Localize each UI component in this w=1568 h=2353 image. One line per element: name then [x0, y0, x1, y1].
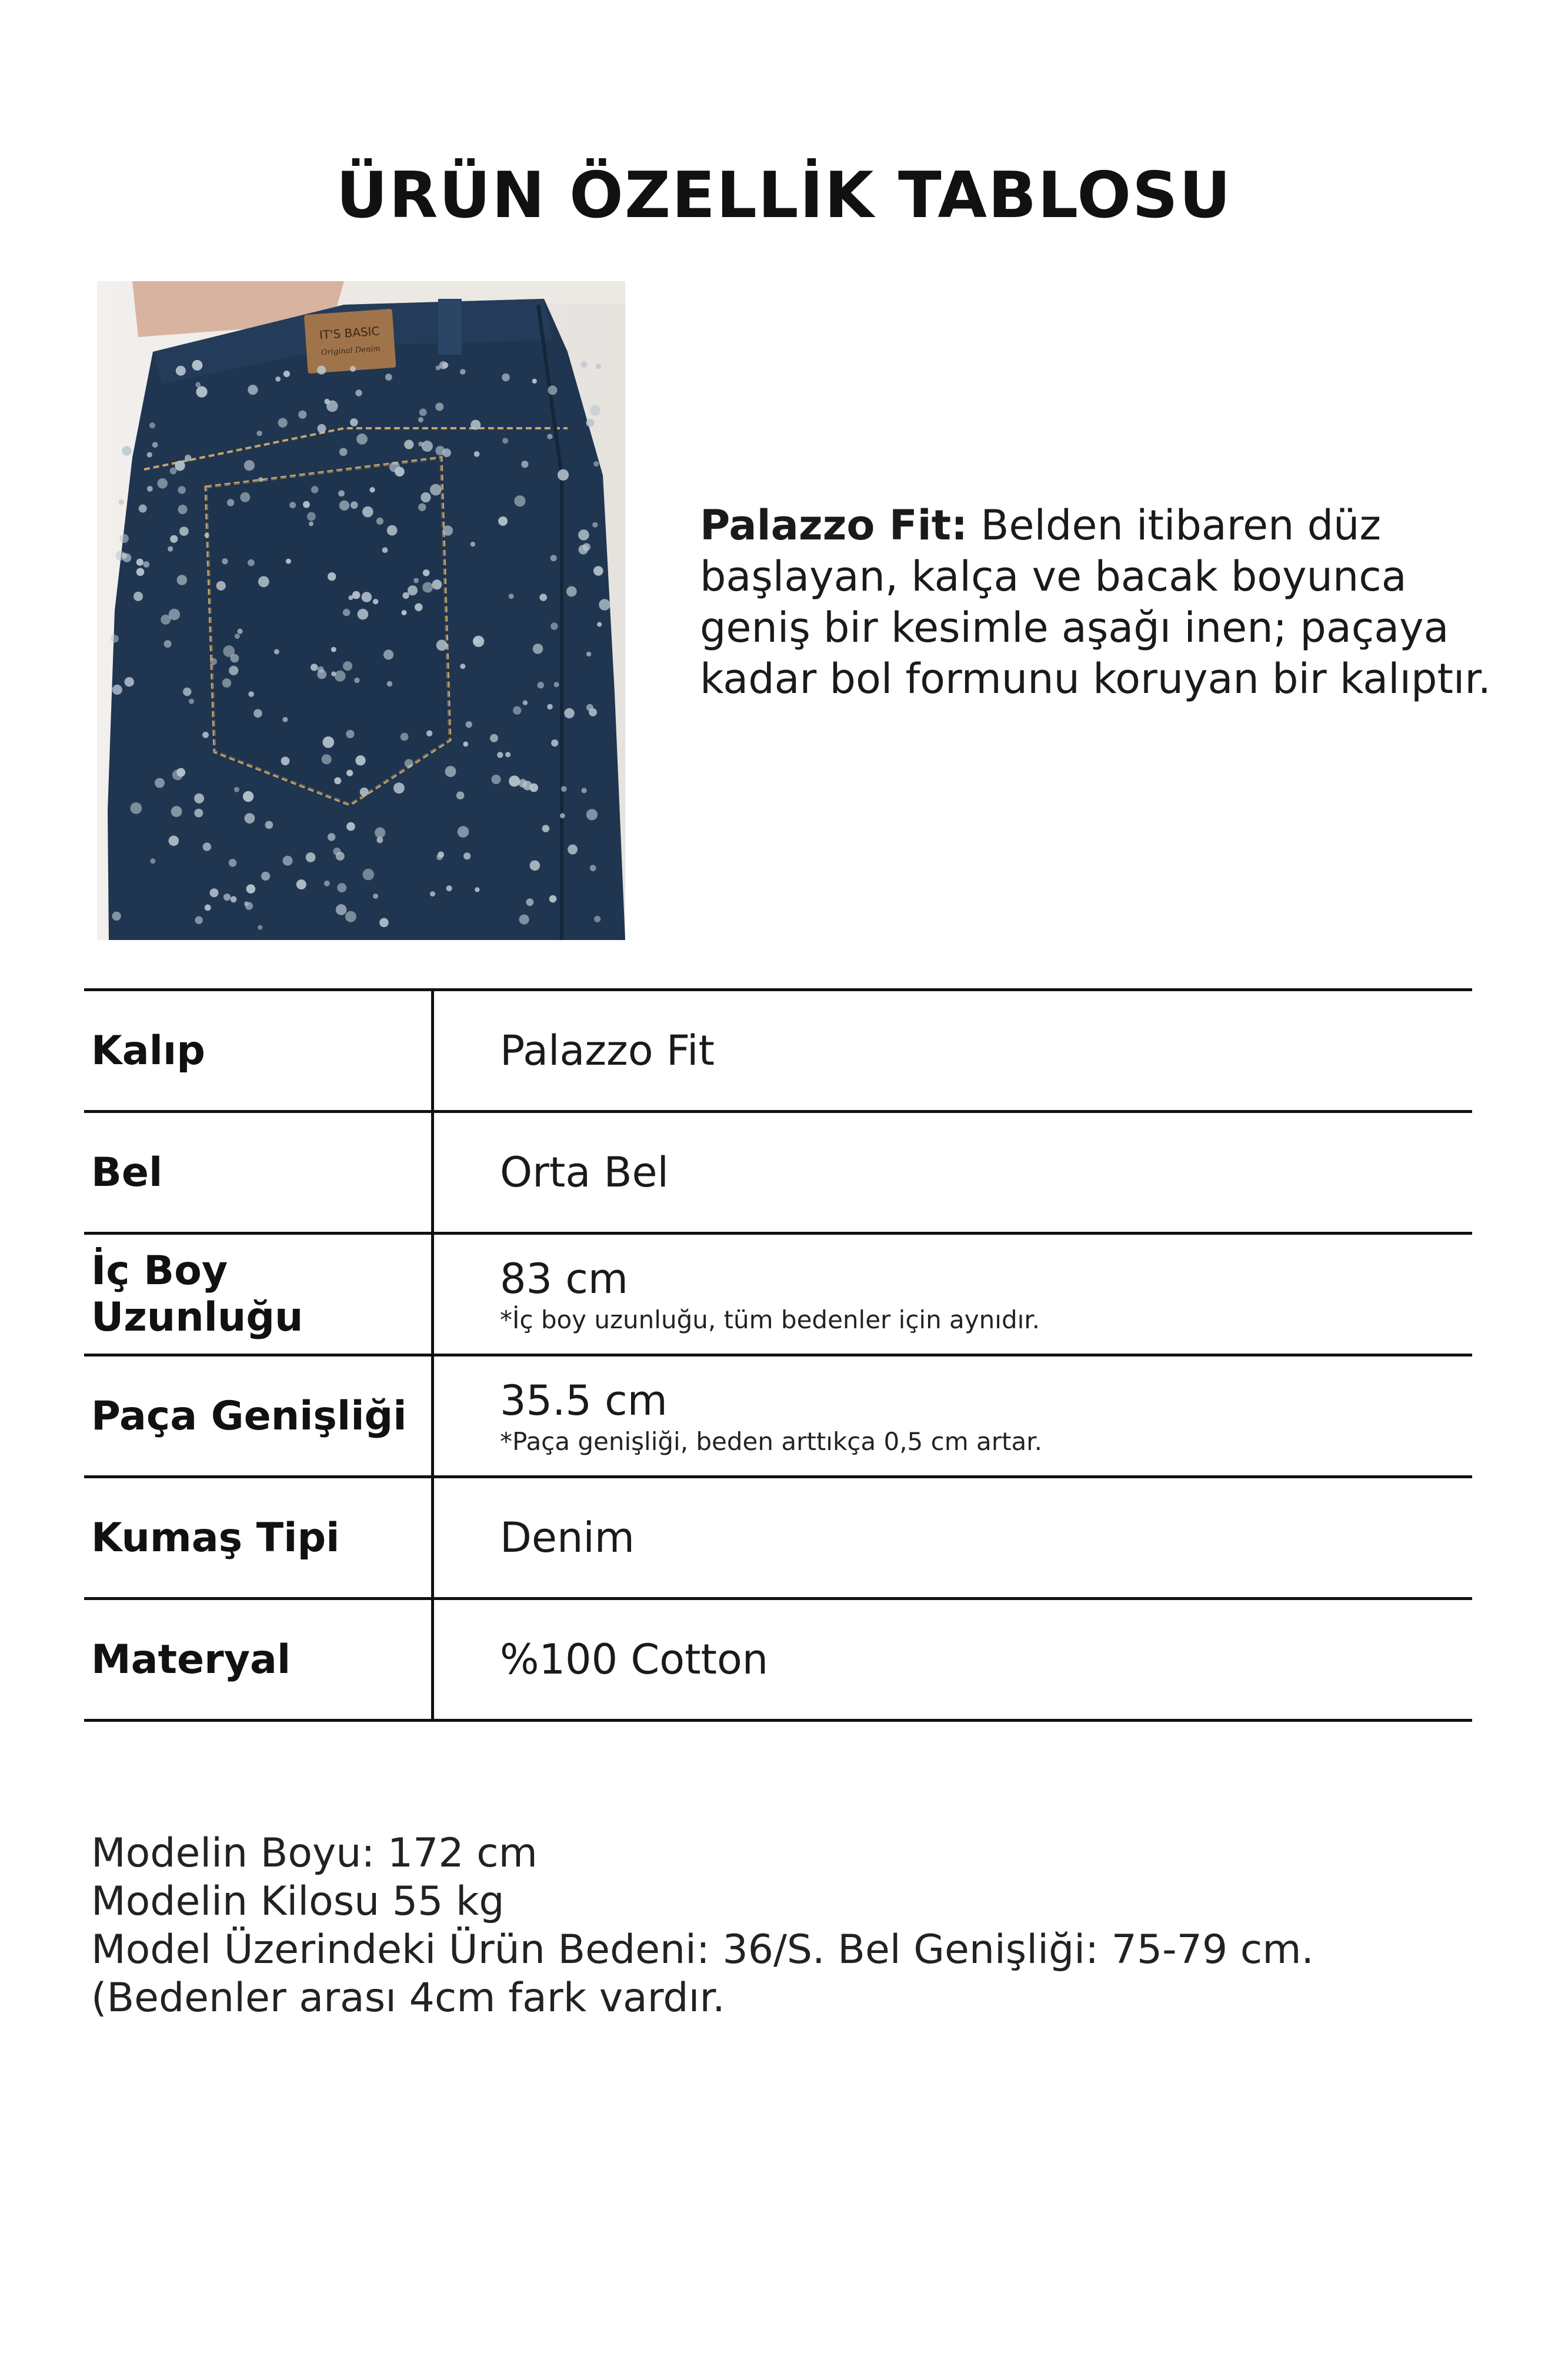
- polka-dot: [463, 852, 471, 859]
- polka-dot: [143, 561, 149, 568]
- polka-dot: [345, 911, 356, 922]
- spec-value-cell: [434, 1357, 1472, 1475]
- polka-dot: [253, 709, 262, 718]
- polka-dot: [210, 888, 219, 897]
- polka-dot: [521, 461, 528, 468]
- model-weight: Modelin Kilosu 55 kg: [91, 1878, 505, 1925]
- polka-dot: [471, 420, 481, 430]
- polka-dot: [382, 547, 388, 553]
- polka-dot: [395, 467, 405, 477]
- polka-dot: [376, 518, 383, 525]
- polka-dot: [581, 361, 588, 368]
- polka-dot: [222, 558, 228, 564]
- polka-dot: [408, 585, 418, 595]
- polka-dot: [463, 742, 468, 747]
- polka-dot: [229, 666, 238, 675]
- polka-dot: [548, 385, 557, 395]
- polka-dot: [157, 478, 168, 489]
- polka-dot: [509, 594, 514, 599]
- polka-dot: [306, 852, 316, 862]
- polka-dot: [343, 661, 352, 671]
- polka-dot: [385, 374, 392, 381]
- polka-dot: [561, 786, 567, 792]
- polka-dot: [176, 768, 185, 777]
- polka-dot: [375, 827, 385, 838]
- polka-dot: [169, 836, 179, 846]
- spec-value-cell: [434, 1478, 1472, 1597]
- polka-dot: [498, 516, 508, 526]
- polka-dot: [245, 902, 253, 909]
- polka-dot: [192, 360, 202, 371]
- spec-value-cell: [434, 1600, 1472, 1719]
- polka-dot: [120, 534, 129, 543]
- polka-dot: [589, 708, 597, 716]
- polka-dot: [436, 854, 443, 861]
- polka-dot: [237, 629, 242, 634]
- polka-dot: [423, 569, 430, 576]
- polka-dot: [586, 652, 591, 656]
- polka-dot: [590, 405, 600, 416]
- polka-dot: [376, 836, 383, 843]
- polka-dot: [258, 576, 269, 587]
- polka-dot: [176, 366, 186, 376]
- polka-dot: [338, 490, 345, 496]
- polka-dot: [439, 361, 448, 369]
- polka-dot: [179, 526, 189, 536]
- polka-dot: [194, 794, 204, 804]
- polka-dot: [471, 542, 475, 546]
- polka-dot: [195, 382, 201, 387]
- polka-dot: [519, 915, 529, 925]
- polka-dot: [139, 505, 147, 513]
- polka-dot: [352, 591, 361, 599]
- spec-row-bel: [84, 1113, 1472, 1235]
- polka-dot: [122, 446, 131, 455]
- polka-dot: [122, 553, 128, 559]
- polka-dot: [164, 640, 172, 648]
- polka-dot: [539, 594, 547, 601]
- polka-dot: [337, 883, 346, 892]
- spec-key: İç Boy Uzunluğu: [84, 1235, 434, 1354]
- polka-dot: [490, 734, 498, 742]
- polka-dot: [240, 492, 250, 502]
- polka-dot: [119, 499, 124, 505]
- polka-dot: [473, 636, 484, 647]
- polka-dot: [222, 678, 231, 687]
- polka-dot: [322, 754, 332, 764]
- polka-dot: [246, 884, 256, 894]
- polka-dot: [350, 366, 356, 372]
- polka-dot: [223, 645, 235, 657]
- fit-description-text: Belden itibaren düz başlayan, kalça ve bacak boyunca geniş bir kesimle aşağı inen; paçaya kadar bol formunu koruyan bir kalıptır.: [700, 501, 1491, 703]
- polka-dot: [513, 706, 521, 715]
- spec-value: 83 cm: [500, 1254, 628, 1303]
- polka-dot: [355, 755, 365, 765]
- polka-dot: [586, 419, 595, 427]
- polka-dot: [592, 522, 598, 528]
- polka-dot: [311, 486, 319, 494]
- product-photo: [97, 281, 625, 940]
- polka-dot: [170, 535, 178, 543]
- polka-dot: [328, 572, 336, 581]
- polka-dot: [261, 872, 270, 881]
- polka-dot: [274, 649, 279, 654]
- polka-dot: [354, 678, 359, 683]
- polka-dot: [523, 701, 528, 705]
- spec-value: %100 Cotton: [500, 1635, 769, 1684]
- spec-key: Paça Genişliği: [84, 1357, 434, 1475]
- polka-dot: [551, 739, 558, 746]
- polka-dot: [112, 685, 122, 695]
- spec-value-cell: [434, 1235, 1472, 1354]
- spec-value: Denim: [500, 1514, 635, 1562]
- polka-dot: [283, 371, 290, 377]
- polka-dot: [307, 512, 316, 521]
- polka-dot: [258, 477, 263, 482]
- polka-dot: [149, 422, 155, 428]
- polka-dot: [168, 546, 173, 551]
- polka-dot: [566, 586, 577, 597]
- brand-patch: [304, 309, 396, 374]
- polka-dot: [248, 691, 254, 697]
- polka-dot: [422, 582, 433, 593]
- polka-dot: [578, 529, 589, 541]
- polka-dot: [177, 575, 188, 585]
- polka-dot: [418, 504, 426, 511]
- polka-dot: [430, 484, 442, 496]
- polka-dot: [475, 887, 479, 892]
- polka-dot: [369, 487, 375, 492]
- polka-dot: [356, 434, 368, 445]
- polka-dot: [178, 505, 187, 514]
- polka-dot: [136, 559, 144, 566]
- polka-dot: [346, 822, 355, 831]
- polka-dot: [258, 925, 262, 930]
- polka-dot: [405, 759, 413, 768]
- polka-dot: [560, 813, 565, 818]
- polka-dot: [593, 566, 603, 576]
- polka-dot: [203, 842, 211, 851]
- spec-note: *İç boy uzunluğu, tüm bedenler için aynıdır.: [500, 1305, 1040, 1334]
- polka-dot: [318, 424, 326, 433]
- spec-key: Bel: [84, 1113, 434, 1232]
- polka-dot: [362, 592, 372, 602]
- polka-dot: [333, 848, 341, 855]
- polka-dot: [402, 610, 407, 615]
- polka-dot: [195, 916, 202, 924]
- polka-dot: [373, 894, 378, 899]
- polka-dot: [593, 461, 599, 466]
- polka-dot: [466, 721, 472, 728]
- polka-dot: [564, 708, 574, 718]
- polka-dot: [415, 603, 423, 611]
- polka-dot: [551, 555, 557, 561]
- polka-dot: [445, 766, 456, 777]
- polka-dot: [418, 442, 423, 446]
- polka-dot: [245, 813, 255, 824]
- polka-dot: [265, 821, 273, 829]
- polka-dot: [278, 418, 288, 428]
- polka-dot: [401, 733, 409, 741]
- polka-dot: [204, 533, 209, 538]
- model-size: Model Üzerindeki Ürün Bedeni: 36/S. Bel Genişliği: 75-79 cm. (Bedenler arası 4cm fark vardır.: [91, 1927, 1315, 2021]
- polka-dot: [335, 671, 346, 682]
- polka-dot: [456, 791, 465, 799]
- polka-dot: [435, 403, 443, 411]
- polka-dot: [502, 374, 510, 382]
- polka-dot: [419, 409, 427, 416]
- polka-dot: [551, 622, 558, 629]
- polka-dot: [363, 869, 375, 881]
- polka-dot: [351, 501, 358, 509]
- polka-dot: [586, 809, 598, 820]
- polka-dot: [248, 559, 255, 566]
- polka-dot: [175, 461, 185, 471]
- polka-dot: [442, 525, 453, 536]
- polka-dot: [289, 502, 296, 508]
- polka-dot: [554, 682, 559, 687]
- polka-dot: [248, 385, 258, 395]
- polka-dot: [227, 499, 234, 506]
- fit-description-label: Palazzo Fit:: [700, 501, 968, 549]
- polka-dot: [599, 599, 610, 610]
- polka-dot: [590, 865, 596, 871]
- polka-dot: [594, 916, 600, 922]
- polka-dot: [311, 664, 318, 671]
- polka-dot: [460, 664, 465, 669]
- polka-dot: [509, 775, 520, 786]
- spec-key: Materyal: [84, 1600, 434, 1719]
- polka-dot: [318, 666, 324, 673]
- polka-dot: [379, 918, 389, 928]
- polka-dot: [155, 778, 165, 788]
- brand-patch-text: IT'S BASIC: [319, 324, 381, 342]
- polka-dot: [189, 699, 194, 704]
- polka-dot: [171, 806, 182, 817]
- polka-dot: [281, 756, 290, 765]
- polka-dot: [413, 578, 419, 583]
- spec-value-cell: [434, 1113, 1472, 1232]
- polka-dot: [474, 451, 480, 457]
- polka-dot: [346, 770, 353, 776]
- polka-dot: [460, 369, 466, 375]
- polka-dot: [331, 647, 336, 652]
- polka-dot: [435, 446, 445, 455]
- spec-row-paca: [84, 1357, 1472, 1478]
- polka-dot: [282, 717, 288, 722]
- polka-dot: [360, 788, 369, 796]
- polka-dot: [244, 460, 255, 471]
- polka-dot: [324, 881, 330, 886]
- spec-value: Palazzo Fit: [500, 1026, 715, 1075]
- polka-dot: [286, 559, 291, 564]
- polka-dot: [235, 634, 240, 639]
- polka-dot: [582, 788, 587, 793]
- polka-dot: [194, 809, 203, 818]
- spec-key: Kumaş Tipi: [84, 1478, 434, 1597]
- polka-dot: [152, 442, 158, 448]
- polka-dot: [298, 411, 306, 419]
- polka-dot: [542, 825, 550, 832]
- polka-dot: [549, 895, 557, 903]
- polka-dot: [526, 898, 534, 906]
- polka-dot: [596, 364, 601, 369]
- polka-dot: [491, 775, 501, 784]
- polka-dot: [393, 782, 405, 794]
- brand-patch-subtext: Original Denim: [321, 344, 381, 358]
- polka-dot: [458, 826, 469, 838]
- spec-value: Orta Bel: [500, 1148, 669, 1197]
- polka-dot: [432, 579, 442, 589]
- polka-dot: [130, 802, 142, 814]
- page-title: ÜRÜN ÖZELLİK TABLOSU: [336, 159, 1232, 232]
- polka-dot: [579, 545, 588, 554]
- fit-description: [700, 500, 1512, 705]
- polka-dot: [355, 389, 362, 396]
- polka-dot: [597, 622, 602, 626]
- polka-dot: [223, 894, 231, 901]
- spec-value-cell: [434, 991, 1472, 1110]
- polka-dot: [303, 501, 310, 508]
- polka-dot: [532, 379, 537, 384]
- spec-row-ic-boy: [84, 1235, 1472, 1357]
- polka-dot: [161, 615, 171, 625]
- polka-dot: [514, 495, 525, 506]
- spec-note: *Paça genişliği, beden arttıkça 0,5 cm artar.: [500, 1427, 1042, 1456]
- polka-dot: [112, 912, 121, 921]
- polka-dot: [275, 376, 281, 382]
- polka-dot: [196, 386, 207, 398]
- polka-dot: [134, 592, 143, 601]
- polka-dot: [402, 592, 409, 599]
- polka-dot: [373, 599, 378, 604]
- polka-dot: [422, 441, 433, 452]
- polka-dot: [256, 431, 262, 436]
- polka-dot: [358, 609, 369, 620]
- polka-dot: [558, 469, 569, 481]
- polka-dot: [547, 434, 552, 439]
- polka-dot: [147, 452, 152, 457]
- polka-dot: [178, 486, 186, 494]
- polka-dot: [243, 791, 253, 802]
- spec-row-kumas: [84, 1478, 1472, 1600]
- polka-dot: [336, 904, 347, 915]
- polka-dot: [362, 506, 373, 518]
- polka-dot: [309, 522, 313, 526]
- polka-dot: [547, 704, 553, 710]
- polka-dot: [334, 777, 341, 784]
- jeans-illustration: [97, 281, 625, 940]
- polka-dot: [283, 856, 293, 866]
- polka-dot: [331, 671, 336, 676]
- polka-dot: [339, 448, 348, 456]
- polka-dot: [183, 688, 191, 696]
- polka-dot: [538, 682, 545, 689]
- polka-dot: [323, 736, 335, 748]
- polka-dot: [325, 399, 330, 404]
- polka-dot: [523, 781, 532, 790]
- polka-dot: [205, 905, 211, 911]
- polka-dot: [339, 501, 349, 511]
- polka-dot: [568, 845, 578, 855]
- polka-dot: [404, 440, 413, 449]
- polka-dot: [505, 752, 511, 757]
- model-height: Modelin Boyu: 172 cm: [91, 1830, 538, 1877]
- polka-dot: [317, 366, 326, 375]
- polka-dot: [383, 649, 393, 659]
- polka-dot: [446, 885, 452, 891]
- polka-dot: [185, 455, 191, 461]
- polka-dot: [426, 731, 432, 736]
- polka-dot: [497, 752, 503, 758]
- polka-dot: [216, 581, 226, 591]
- polka-dot: [210, 658, 217, 665]
- polka-dot: [387, 525, 398, 536]
- polka-dot: [418, 417, 423, 422]
- polka-dot: [350, 418, 358, 426]
- polka-dot: [147, 486, 153, 492]
- polka-dot: [125, 677, 134, 686]
- spec-value: 35.5 cm: [500, 1376, 668, 1425]
- polka-dot: [150, 858, 155, 864]
- polka-dot: [421, 492, 431, 502]
- polka-dot: [343, 609, 351, 616]
- spec-key: Kalıp: [84, 991, 434, 1110]
- polka-dot: [436, 640, 448, 651]
- spec-table: [84, 988, 1472, 1722]
- polka-dot: [229, 859, 237, 867]
- polka-dot: [111, 635, 119, 643]
- model-info: [91, 1829, 1473, 2022]
- spec-row-materyal: [84, 1600, 1472, 1722]
- polka-dot: [430, 891, 435, 896]
- polka-dot: [202, 732, 209, 738]
- polka-dot: [387, 681, 392, 686]
- polka-dot: [328, 833, 335, 841]
- polka-dot: [533, 644, 543, 654]
- polka-dot: [296, 879, 306, 889]
- polka-dot: [502, 438, 508, 444]
- polka-dot: [234, 787, 239, 792]
- polka-dot: [346, 730, 354, 738]
- polka-dot: [530, 861, 541, 871]
- polka-dot: [136, 568, 145, 576]
- spec-row-kalip: [84, 991, 1472, 1113]
- polka-dot: [231, 896, 237, 902]
